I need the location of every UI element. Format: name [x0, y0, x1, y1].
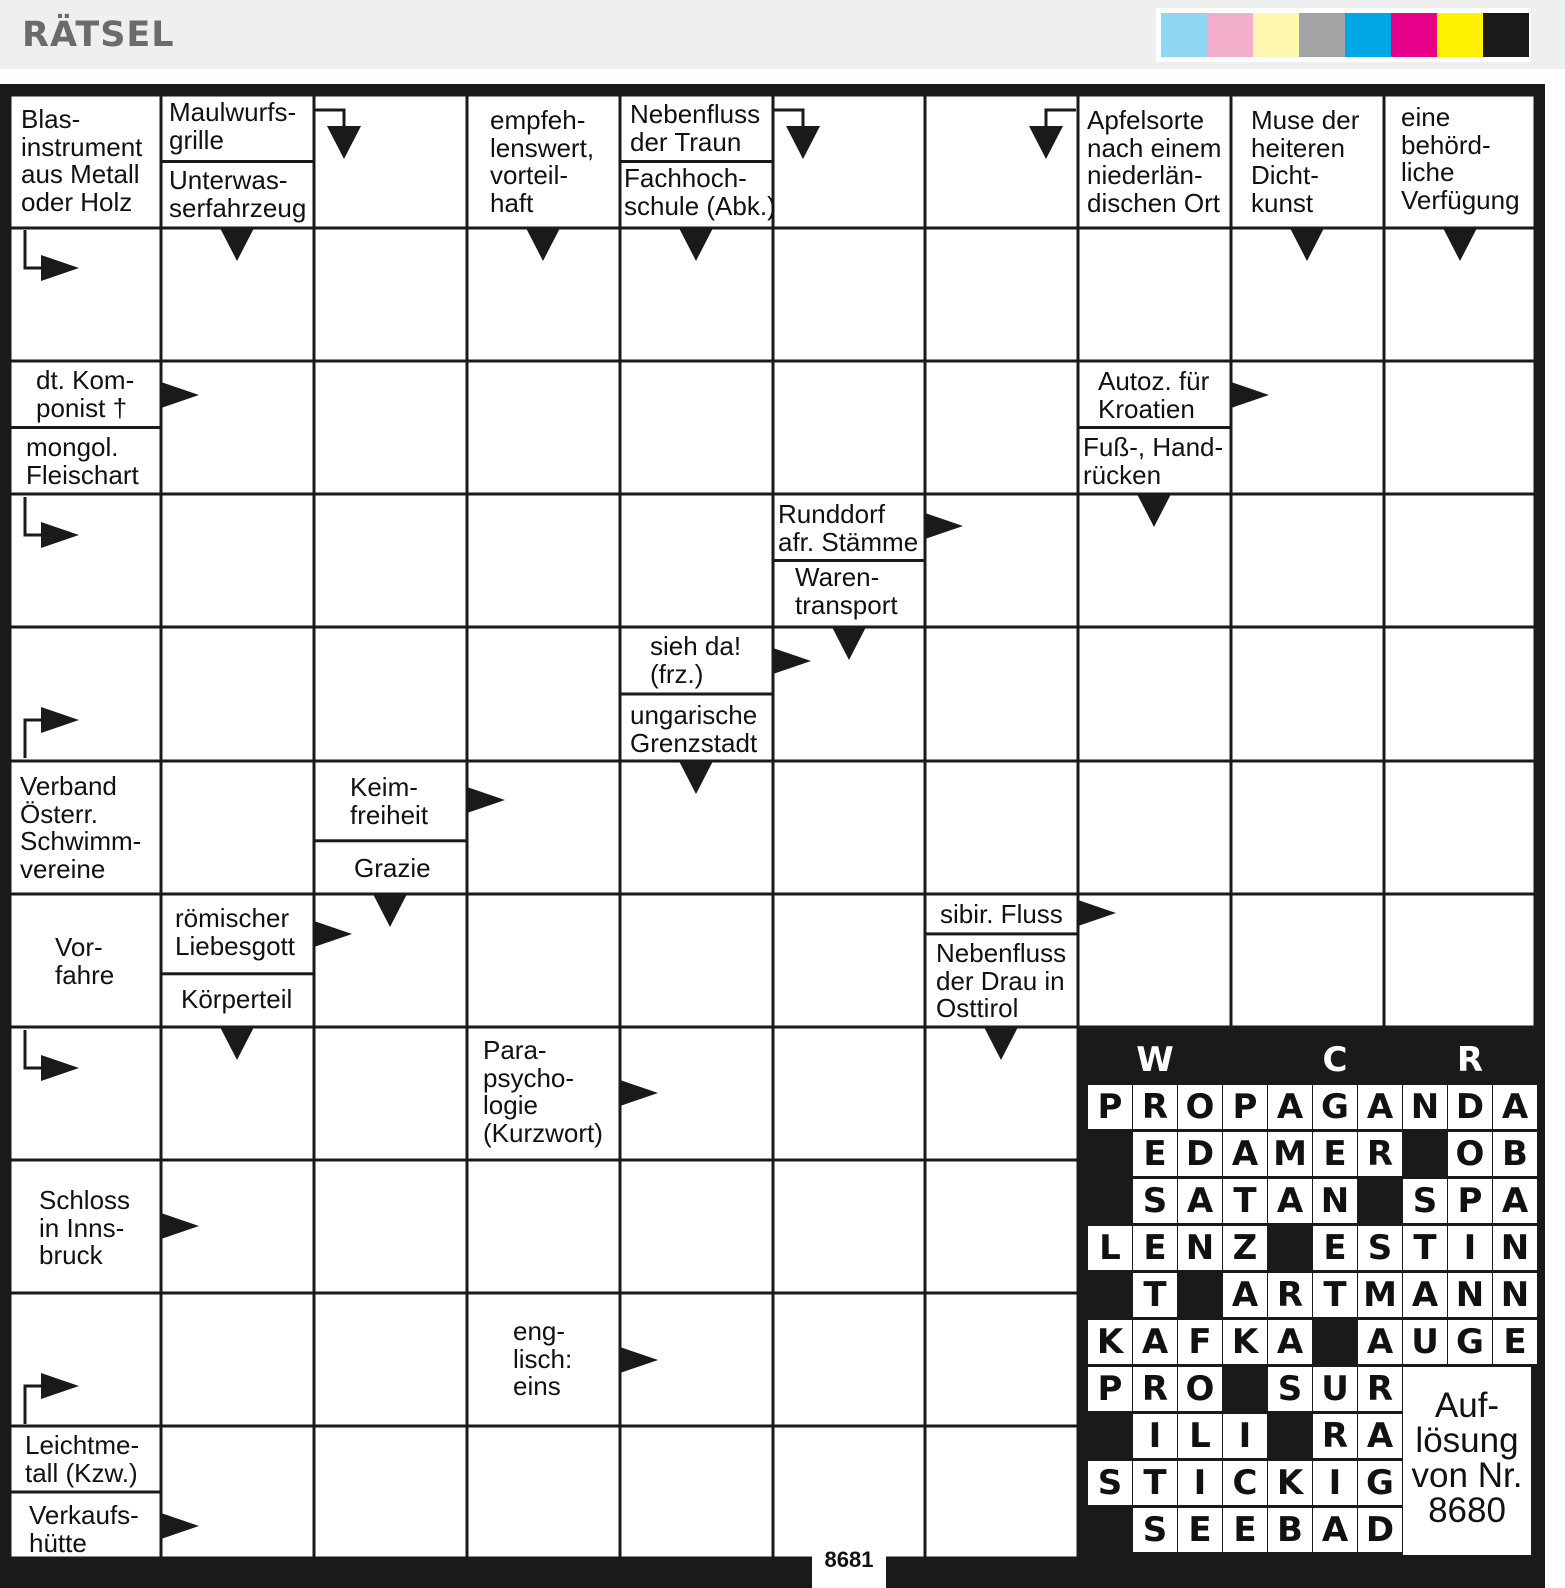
solution-letter: P — [1448, 1179, 1492, 1223]
solution-letter: D — [1358, 1508, 1402, 1552]
solution-letter: N — [1493, 1273, 1537, 1317]
solution-letter: W — [1136, 1040, 1174, 1080]
solution-letter: G — [1313, 1085, 1357, 1129]
grid-cell — [469, 496, 619, 626]
grid-cell — [316, 363, 466, 493]
solution-letter: D — [1448, 1085, 1492, 1129]
grid-cell — [316, 1162, 466, 1292]
solution-letter: R — [1268, 1273, 1312, 1317]
clue-c10: dt. Kom- ponist † — [36, 365, 135, 423]
solution-letter: G — [1358, 1461, 1402, 1505]
grid-cell — [927, 1295, 1077, 1425]
grid-cell — [163, 363, 313, 493]
grid-cell — [1233, 363, 1383, 493]
grid-cell — [1386, 363, 1534, 493]
solution-letter: I — [1448, 1226, 1492, 1270]
clue-c14: Runddorf afr. Stämme — [778, 499, 919, 557]
clue-divider — [620, 693, 773, 696]
clue-c30: Verkaufs- hütte — [29, 1500, 139, 1558]
solution-letter: S — [1403, 1179, 1447, 1223]
solution-letter: O — [1178, 1085, 1222, 1129]
grid-cell — [622, 363, 772, 493]
grid-cell — [163, 629, 313, 760]
solution-letter: T — [1403, 1226, 1447, 1270]
solution-letter: E — [1178, 1508, 1222, 1552]
solution-letter: U — [1403, 1320, 1447, 1364]
grid-cell — [12, 1295, 160, 1425]
clue-divider — [161, 160, 314, 163]
clue-c23: Körperteil — [181, 984, 293, 1014]
solution-letter: N — [1448, 1273, 1492, 1317]
grid-cell — [622, 1162, 772, 1292]
grid-cell — [469, 1428, 619, 1557]
grid-cell — [469, 1162, 619, 1292]
grid-cell — [775, 896, 924, 1026]
solution-letter: K — [1223, 1320, 1267, 1364]
solution-letter: S — [1358, 1226, 1402, 1270]
solution-letter: A — [1358, 1414, 1402, 1458]
grid-cell — [1080, 763, 1230, 893]
grid-cell — [927, 363, 1077, 493]
grid-cell — [927, 629, 1077, 760]
grid-cell — [316, 1295, 466, 1425]
clue-c15: Waren- transport — [795, 562, 898, 620]
solution-letter: L — [1178, 1414, 1222, 1458]
puzzle-number: 8681 — [812, 1548, 886, 1588]
solution-letter: R — [1133, 1367, 1177, 1411]
grid-cell — [163, 1428, 313, 1557]
grid-cell — [775, 1162, 924, 1292]
grid-cell — [469, 763, 619, 893]
grid-cell — [1233, 496, 1383, 626]
solution-letter: R — [1313, 1414, 1357, 1458]
grid-cell — [12, 496, 160, 626]
grid-cell — [1386, 629, 1534, 760]
clue-divider — [1078, 426, 1231, 429]
solution-letter: A — [1403, 1273, 1447, 1317]
grid-cell — [316, 97, 466, 227]
solution-letter: A — [1178, 1179, 1222, 1223]
grid-cell — [12, 1029, 160, 1159]
clue-divider — [314, 839, 467, 842]
grid-cell — [1386, 496, 1534, 626]
grid-cell — [316, 230, 466, 360]
solution-letter: A — [1223, 1273, 1267, 1317]
grid-cell — [316, 1428, 466, 1557]
solution-letter: E — [1133, 1132, 1177, 1176]
solution-letter: S — [1133, 1508, 1177, 1552]
clue-c24: sibir. Fluss — [940, 899, 1063, 929]
solution-letter: A — [1268, 1320, 1312, 1364]
clue-c1: Blas- instrument aus Metall oder Holz — [21, 104, 143, 217]
clue-c5: Nebenfluss der Traun — [630, 99, 761, 157]
solution-letter: C — [1322, 1040, 1348, 1080]
grid-cell — [1233, 896, 1383, 1026]
grid-cell — [1233, 629, 1383, 760]
solution-letter: A — [1493, 1085, 1537, 1129]
solution-letter: L — [1088, 1226, 1132, 1270]
solution-letter: O — [1178, 1367, 1222, 1411]
solution-letter: R — [1358, 1367, 1402, 1411]
solution-letter: A — [1268, 1085, 1312, 1129]
grid-cell — [163, 1295, 313, 1425]
clue-c11: mongol. Fleischart — [26, 432, 139, 490]
solution-letter: B — [1268, 1508, 1312, 1552]
clue-c18: Verband Österr. Schwimm- vereine — [20, 771, 142, 884]
solution-letter: E — [1223, 1508, 1267, 1552]
solution-letter: E — [1493, 1320, 1537, 1364]
clue-c7: Apfelsorte nach einem niederlän- dischen Ort — [1087, 105, 1222, 218]
grid-cell — [316, 629, 466, 760]
solution-letter: I — [1133, 1414, 1177, 1458]
grid-cell — [1386, 763, 1534, 893]
solution-letter: K — [1088, 1320, 1132, 1364]
solution-note: Auf- lösung von Nr. 8680 — [1411, 1386, 1523, 1530]
grid-cell — [1080, 629, 1230, 760]
grid-cell — [1386, 896, 1534, 1026]
clue-c8: Muse der heiteren Dicht- kunst — [1251, 105, 1360, 218]
clue-c9: eine behörd- liche Verfügung — [1401, 102, 1520, 215]
grid-cell — [316, 1029, 466, 1159]
grid-cell — [163, 763, 313, 893]
clue-c26: Para- psycho- logie (Kurzwort) — [483, 1035, 603, 1148]
solution-letter: A — [1493, 1179, 1537, 1223]
clue-c16: sieh da! (frz.) — [650, 631, 742, 689]
clue-c20: Grazie — [354, 853, 431, 883]
clue-c6: Fachhoch- schule (Abk.) — [624, 163, 776, 221]
solution-letter: R — [1358, 1132, 1402, 1176]
grid-cell — [469, 629, 619, 760]
solution-letter: N — [1313, 1179, 1357, 1223]
grid-cell — [775, 97, 924, 227]
clue-c21: Vor- fahre — [55, 932, 115, 990]
grid-cell — [927, 1162, 1077, 1292]
grid-cell — [927, 97, 1077, 227]
solution-letter: I — [1313, 1461, 1357, 1505]
grid-cell — [12, 230, 160, 360]
solution-letter: E — [1133, 1226, 1177, 1270]
solution-letter: A — [1358, 1085, 1402, 1129]
clue-c17: ungarische Grenzstadt — [630, 700, 758, 758]
solution-letter: M — [1358, 1273, 1402, 1317]
grid-cell — [622, 496, 772, 626]
grid-cell — [775, 230, 924, 360]
grid-cell — [775, 763, 924, 893]
solution-letter: E — [1313, 1132, 1357, 1176]
grid-cell — [775, 1428, 924, 1557]
solution-letter: N — [1403, 1085, 1447, 1129]
solution-letter: T — [1223, 1179, 1267, 1223]
grid-cell — [622, 1428, 772, 1557]
solution-letter: E — [1313, 1226, 1357, 1270]
clue-c19: Keim- freiheit — [350, 772, 429, 830]
solution-letter: R — [1133, 1085, 1177, 1129]
solution-letter: R — [1456, 1040, 1484, 1080]
grid-cell — [469, 363, 619, 493]
solution-letter: A — [1313, 1508, 1357, 1552]
clue-c28: eng- lisch: eins — [513, 1316, 573, 1401]
clue-c27: Schloss in Inns- bruck — [39, 1185, 131, 1270]
solution-letter: B — [1493, 1132, 1537, 1176]
solution-letter: M — [1268, 1132, 1312, 1176]
solution-letter: S — [1088, 1461, 1132, 1505]
grid-cell — [927, 230, 1077, 360]
solution-letter: A — [1223, 1132, 1267, 1176]
clue-divider — [925, 932, 1078, 935]
clue-c2: Maulwurfs- grille — [169, 97, 297, 155]
clue-c29: Leichtme- tall (Kzw.) — [25, 1430, 140, 1488]
solution-letter: K — [1268, 1461, 1312, 1505]
clue-divider — [10, 426, 161, 429]
grid-cell — [1080, 230, 1230, 360]
grid-cell — [316, 496, 466, 626]
solution-letter: C — [1223, 1461, 1267, 1505]
solution-letter: D — [1178, 1132, 1222, 1176]
grid-cell — [927, 496, 1077, 626]
grid-cell — [12, 629, 160, 760]
solution-letter: P — [1088, 1085, 1132, 1129]
grid-cell — [622, 896, 772, 1026]
solution-letter: U — [1313, 1367, 1357, 1411]
solution-letter: A — [1133, 1320, 1177, 1364]
clue-c13: Fuß-, Hand- rücken — [1083, 432, 1224, 490]
solution-letter: S — [1268, 1367, 1312, 1411]
clue-c3: Unterwas- serfahrzeug — [169, 165, 307, 223]
clue-c22: römischer Liebesgott — [175, 903, 295, 961]
clue-divider — [10, 1491, 161, 1494]
solution-letter: G — [1448, 1320, 1492, 1364]
grid-cell — [163, 496, 313, 626]
solution-letter: I — [1178, 1461, 1222, 1505]
clue-c25: Nebenfluss der Drau in Osttirol — [936, 938, 1067, 1023]
grid-cell — [1233, 763, 1383, 893]
solution-letter: T — [1133, 1273, 1177, 1317]
grid-cell — [469, 896, 619, 1026]
clue-divider — [161, 972, 314, 975]
clue-c4: empfeh- lenswert, vorteil- haft — [490, 105, 595, 218]
solution-letter: N — [1178, 1226, 1222, 1270]
solution-letter: F — [1178, 1320, 1222, 1364]
solution-letter: O — [1448, 1132, 1492, 1176]
solution-letter: Z — [1223, 1226, 1267, 1270]
solution-letter: T — [1313, 1273, 1357, 1317]
solution-letter: A — [1268, 1179, 1312, 1223]
grid-cell — [775, 363, 924, 493]
solution-letter: T — [1133, 1461, 1177, 1505]
grid-cell — [927, 763, 1077, 893]
solution-letter: P — [1223, 1085, 1267, 1129]
solution-letter: I — [1223, 1414, 1267, 1458]
grid-cell — [927, 1428, 1077, 1557]
grid-cell — [775, 1029, 924, 1159]
solution-letter: N — [1493, 1226, 1537, 1270]
clue-c12: Autoz. für Kroatien — [1098, 366, 1210, 424]
grid-cell — [775, 1295, 924, 1425]
solution-letter: A — [1358, 1320, 1402, 1364]
solution-letter: S — [1133, 1179, 1177, 1223]
page-title: RÄTSEL — [22, 15, 175, 55]
solution-letter: P — [1088, 1367, 1132, 1411]
